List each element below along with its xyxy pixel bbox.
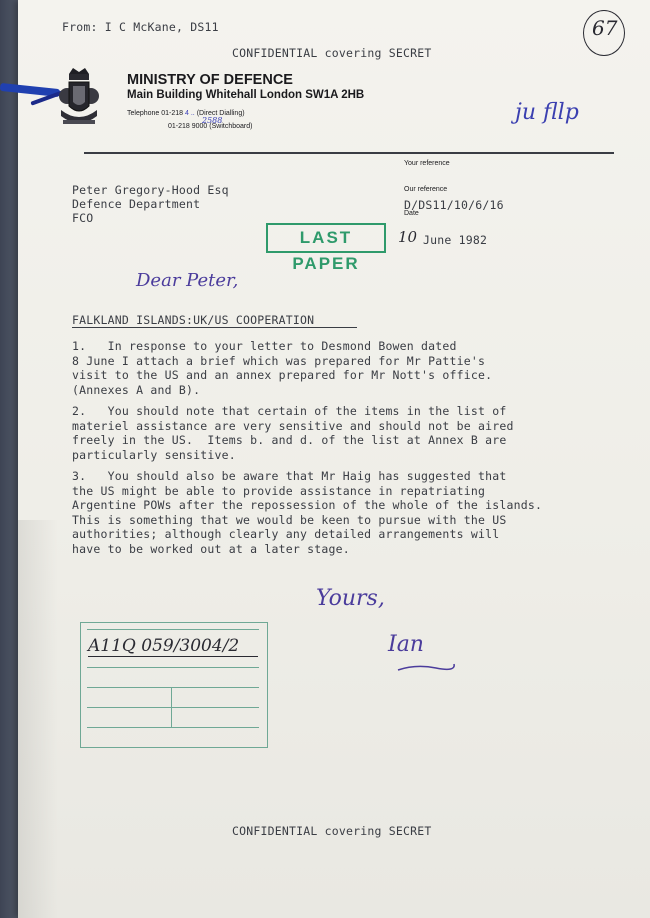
org-name: MINISTRY OF DEFENCE xyxy=(127,72,293,88)
salutation: Dear Peter, xyxy=(136,270,239,291)
letterhead-rule xyxy=(84,152,614,154)
date-day: 10 xyxy=(398,228,418,246)
classification-top: CONFIDENTIAL covering SECRET xyxy=(232,46,432,60)
org-address: Main Building Whitehall London SW1A 2HB xyxy=(127,89,365,101)
file-number-underline xyxy=(88,656,258,657)
page-shadow xyxy=(18,520,58,918)
recipient-name: Peter Gregory-Hood Esq xyxy=(72,183,229,197)
recipient-office: FCO xyxy=(72,211,94,225)
paragraph-3: 3. You should also be aware that Mr Haig has suggested that the US might be able to provide assistance in repatriating Argentine POWs after the repossession of the whole of the islands. This is something that we would be keen to pursue with the US authorities; although clearly any detailed arrangements will have to be worked out at a later stage. xyxy=(72,469,543,556)
telephone-direct: Telephone 01-218 4 .. (Direct Dialling) xyxy=(127,110,245,117)
date-rest: June 1982 xyxy=(423,233,488,247)
our-reference: D/DS11/10/6/16 xyxy=(404,198,504,212)
signature-flourish-icon xyxy=(396,660,456,674)
last-paper-stamp: LAST PAPER xyxy=(266,223,386,253)
valediction: Yours, xyxy=(316,586,385,611)
subject-line: FALKLAND ISLANDS:UK/US COOPERATION xyxy=(72,313,315,327)
telephone-extension: 2588 xyxy=(202,116,223,125)
folio-number: 67 xyxy=(592,16,618,40)
our-reference-label: Our reference xyxy=(404,186,448,193)
margin-note: ju fllp xyxy=(515,100,579,125)
telephone-switchboard: 01-218 9000 (Switchboard) xyxy=(168,123,253,130)
your-reference-label: Your reference xyxy=(404,160,450,167)
paragraph-2: 2. You should note that certain of the items in the list of materiel assistance are very sensitive and should not be aired freely in the US. Items b. and d. of the list at Annex B are particularly sensitive. xyxy=(72,404,514,462)
file-number: A11Q 059/3004/2 xyxy=(88,636,240,656)
subject-underline xyxy=(72,327,357,328)
signature: Ian xyxy=(388,632,424,657)
date-label: Date xyxy=(404,210,419,217)
recipient-department: Defence Department xyxy=(72,197,201,211)
classification-bottom: CONFIDENTIAL covering SECRET xyxy=(232,824,432,838)
royal-crest-icon xyxy=(55,66,103,134)
paragraph-1: 1. In response to your letter to Desmond Bowen dated 8 June I attach a brief which was prepared for Mr Pattie's visit to the US and an annex prepared for Mr Nott's office. (Annexes A and B). xyxy=(72,339,493,397)
from-line: From: I C McKane, DS11 xyxy=(62,20,219,34)
